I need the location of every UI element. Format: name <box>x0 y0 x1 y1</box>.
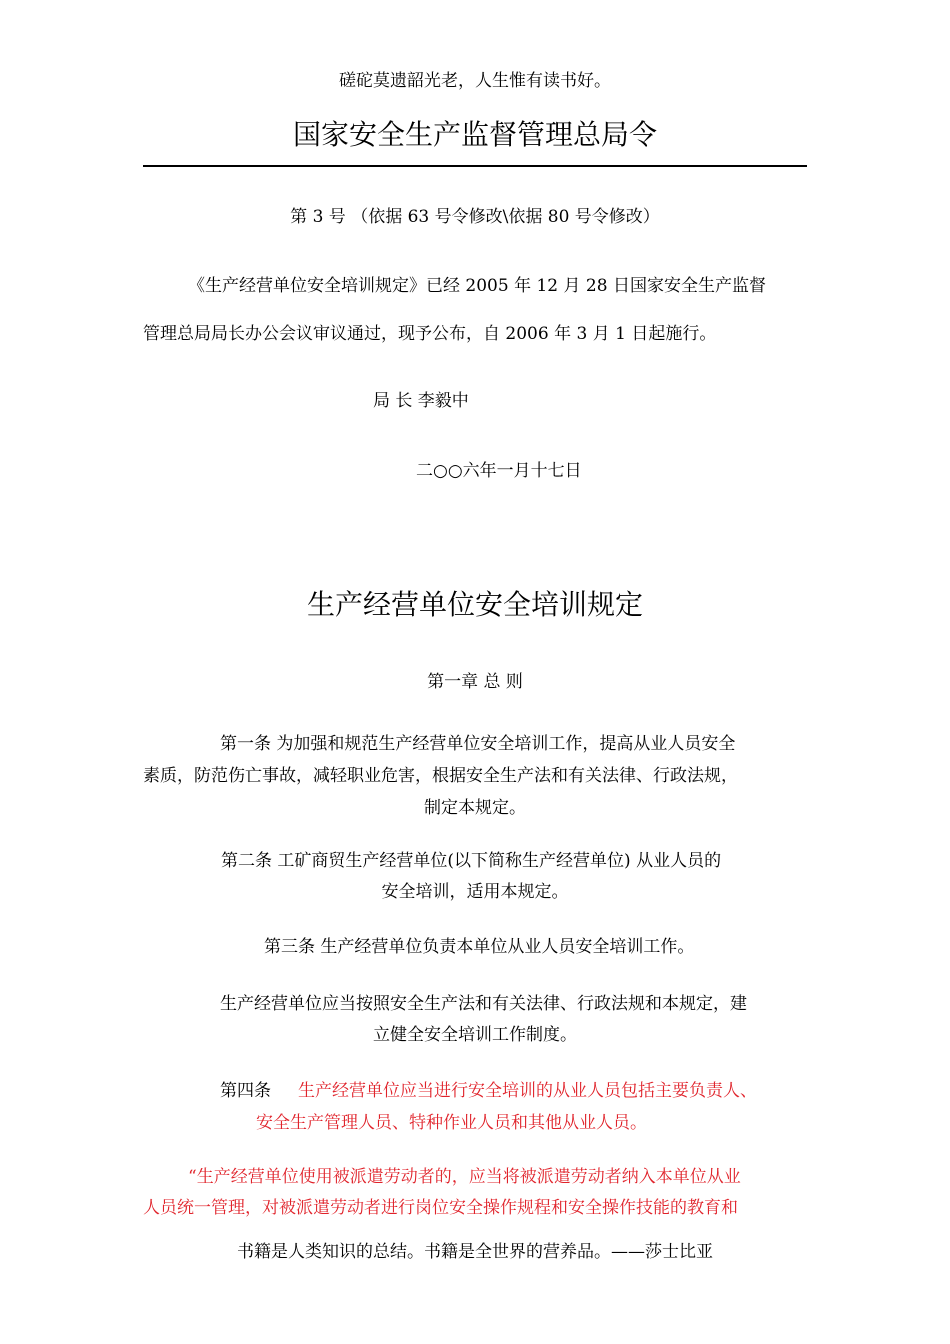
article-4-line-2: 安全生产管理人员、特种作业人员和其他从业人员。 <box>256 1113 647 1133</box>
article-4-paragraph-2-line-2: 人员统一管理，对被派遣劳动者进行岗位安全操作规程和安全操作技能的教育和 <box>143 1198 738 1218</box>
article-2-line-2: 安全培训，适用本规定。 <box>381 882 569 902</box>
article-3-paragraph-2-line-1: 生产经营单位应当按照安全生产法和有关法律、行政法规和本规定，建 <box>220 994 747 1014</box>
article-1-line-2: 素质，防范伤亡事故，减轻职业危害，根据安全生产法和有关法律、行政法规， <box>143 766 738 786</box>
header-quote: 磋砣莫遗韶光老，人生惟有读书好。 <box>339 71 611 91</box>
article-3-paragraph-2-line-2: 立健全安全培训工作制度。 <box>373 1025 577 1045</box>
article-3-line-1: 第三条 生产经营单位负责本单位从业人员安全培训工作。 <box>264 937 695 957</box>
title-divider <box>143 165 807 167</box>
article-4-label: 第四条 <box>220 1081 271 1101</box>
publication-notice-line-1: 《生产经营单位安全培训规定》已经 2005 年 12 月 28 日国家安全生产监督 <box>188 276 766 296</box>
article-1-line-3: 制定本规定。 <box>424 798 526 818</box>
article-1-line-1: 第一条 为加强和规范生产经营单位安全培训工作，提高从业人员安全 <box>220 734 736 754</box>
regulation-title: 生产经营单位安全培训规定 <box>306 588 643 621</box>
article-2-line-1: 第二条 工矿商贸生产经营单位(以下简称生产经营单位) 从业人员的 <box>221 851 722 871</box>
article-4-line-1: 生产经营单位应当进行安全培训的从业人员包括主要负责人、 <box>298 1081 757 1101</box>
footer-quote: 书籍是人类知识的总结。书籍是全世界的营养品。——莎士比亚 <box>237 1242 713 1262</box>
article-4-paragraph-2-line-1: “生产经营单位使用被派遣劳动者的，应当将被派遣劳动者纳入本单位从业 <box>188 1167 741 1187</box>
decree-number: 第 3 号 （依据 63 号令修改\依据 80 号令修改） <box>290 207 660 227</box>
signatory: 局 长 李毅中 <box>373 391 469 411</box>
decree-title: 国家安全生产监督管理总局令 <box>292 118 657 151</box>
publication-notice-line-2: 管理总局局长办公会议审议通过，现予公布，自 2006 年 3 月 1 日起施行。 <box>143 324 717 344</box>
signing-date: 二○○六年一月十七日 <box>416 461 582 481</box>
chapter-heading: 第一章 总 则 <box>427 672 523 692</box>
